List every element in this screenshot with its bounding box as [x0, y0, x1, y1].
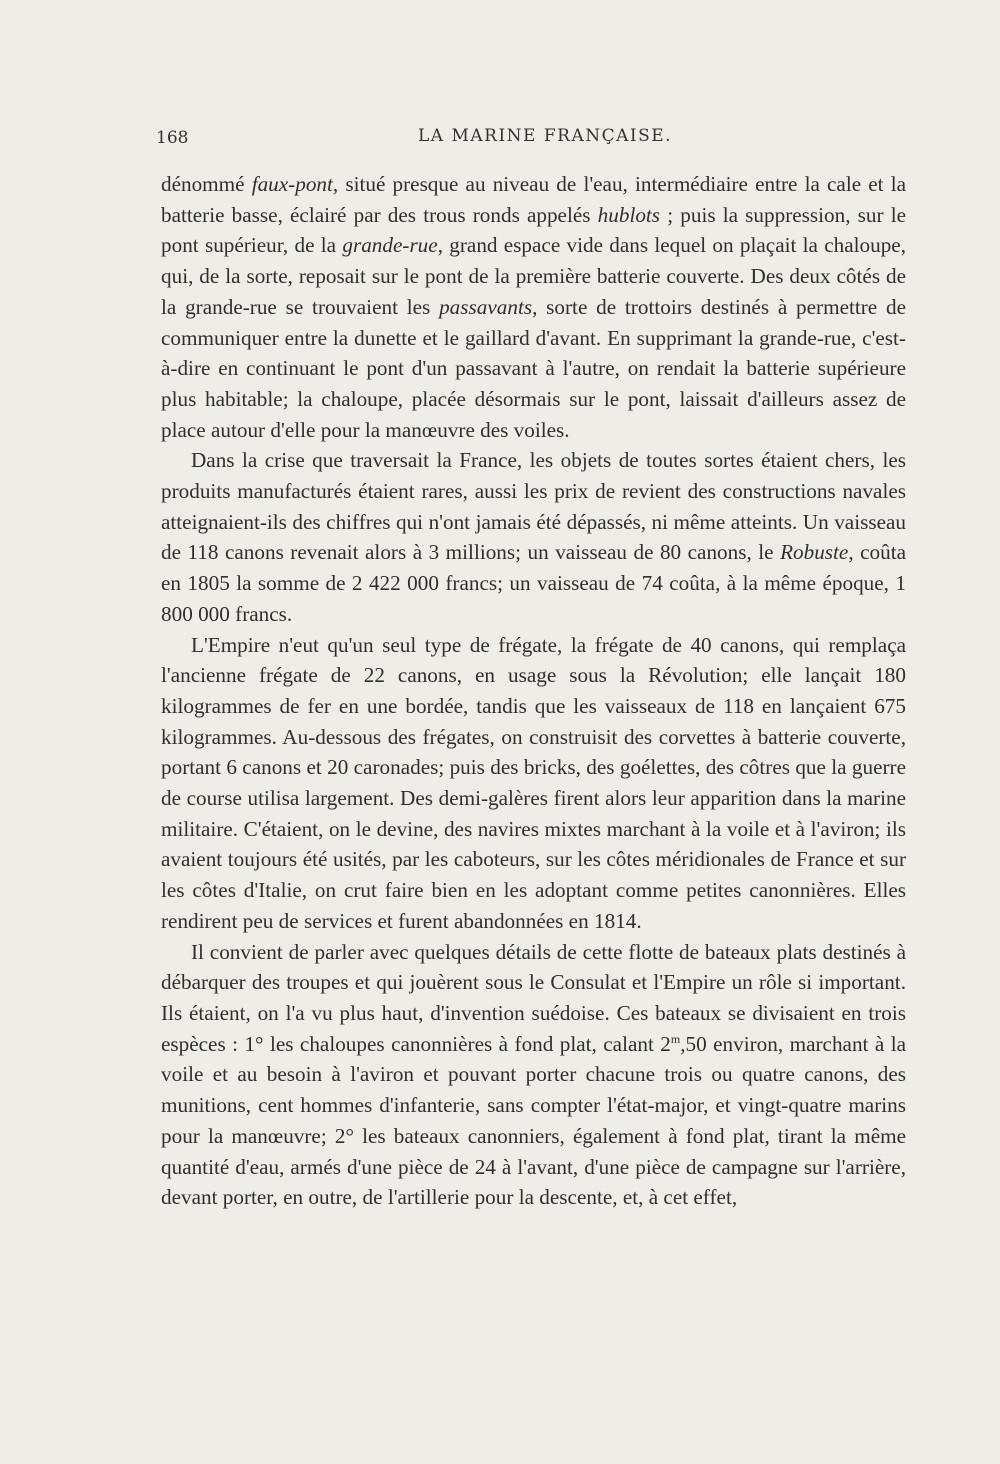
body-text — [161, 169, 906, 1213]
italic-term: grande-rue — [342, 233, 438, 258]
superscript: m — [670, 1031, 681, 1046]
paragraph — [161, 445, 906, 629]
page-header — [156, 120, 905, 160]
page-number: 168 — [156, 128, 189, 148]
text-segment: , situé presque au niveau de l'eau, intermédiaire entre la cale et la batterie basse, éclairé par des trous ronds appelés — [161, 172, 906, 227]
italic-term: Robuste — [780, 540, 849, 565]
paragraph — [161, 630, 906, 937]
italic-term: passavants — [439, 294, 533, 319]
paragraph — [161, 937, 906, 1213]
text-segment: L'Empire n'eut qu'un seul type de frégate, la frégate de 40 canons, qui remplaça l'ancienne frégate de 22 canons, en usage sous la Révolution; elle lançait 180 kilogrammes de fer en une bordée, tandis que les vaisseaux de 118 en lançaient 675 kilogrammes. Au-dessous des frégates, on construisit des corvettes à batterie couverte, portant 6 canons et 20 caronades; puis des bricks, des goélettes, des côtres que la guerre de course utilisa largement. Des demi-galères firent alors leur apparition dans la marine militaire. C'étaient, on le devine, des navires mixtes marchant à la voile et à l'aviron; ils avaient toujours été usités, par les caboteurs, sur les côtes méridionales de France et sur les côtes d'Italie, on crut faire bien en les adoptant comme petites canonnières. Elles rendirent peu de services et furent abandonnées en 1814. — [161, 632, 906, 933]
italic-term: hublots — [597, 202, 661, 227]
running-title: LA MARINE FRANÇAISE. — [418, 126, 673, 146]
text-segment: Il convient de parler avec quelques détails de cette flotte de bateaux plats destinés à débarquer des troupes et qui jouèrent sous le Consulat et l'Empire un rôle si important. Ils étaient, on l'a vu plus haut, d'invention suédoise. Ces bateaux se divisaient en trois espèces : 1° les chaloupes canonnières à fond plat, calant 2 — [161, 939, 906, 1056]
paragraph — [161, 169, 906, 445]
text-segment: dénommé — [161, 172, 252, 196]
text-segment: , grand espace vide dans lequel on plaçait la chaloupe, qui, de la sorte, reposait sur le pont de la première batterie couverte. Des deux côtés de la grande-rue se trouvaient les — [161, 233, 906, 319]
text-segment: , sorte de trottoirs destinés à permettre de communiquer entre la dunette et le gaillard d'avant. En supprimant la grande-rue, c'est-à-dire en continuant le pont d'un passavant à l'autre, on rendait la batterie supérieure plus habitable; la chaloupe, placée désormais sur le pont, laissait d'ailleurs assez de place autour d'elle pour la manœuvre des voiles. — [161, 294, 906, 442]
text-segment: Dans la crise que traversait la France, les objets de toutes sortes étaient chers, les produits manufacturés étaient rares, aussi les prix de revient des constructions navales atteignaient-ils des chiffres qui n'ont jamais été dépassés, ni même atteints. Un vaisseau de 118 canons revenait alors à 3 millions; un vaisseau de 80 canons, le — [161, 448, 906, 565]
text-segment: ; puis la suppression, sur le pont supérieur, de la — [161, 202, 906, 258]
text-segment: , coûta en 1805 la somme de 2 422 000 francs; un vaisseau de 74 coûta, à la même époque, 1 800 000 francs. — [161, 540, 906, 626]
italic-term: faux-pont — [251, 172, 333, 196]
text-segment: ,50 environ, marchant à la voile et au besoin à l'aviron et pouvant porter chacune trois ou quatre canons, des munitions, cent hommes d'infanterie, sans compter l'état-major, et vingt-quatre marins pour la manœuvre; 2° les bateaux canonniers, également à fond plat, tirant la même quantité d'eau, armés d'une pièce de 24 à l'avant, d'une pièce de campagne sur l'arrière, devant porter, en outre, de l'artillerie pour la descente, et, à cet effet, — [161, 1031, 906, 1210]
